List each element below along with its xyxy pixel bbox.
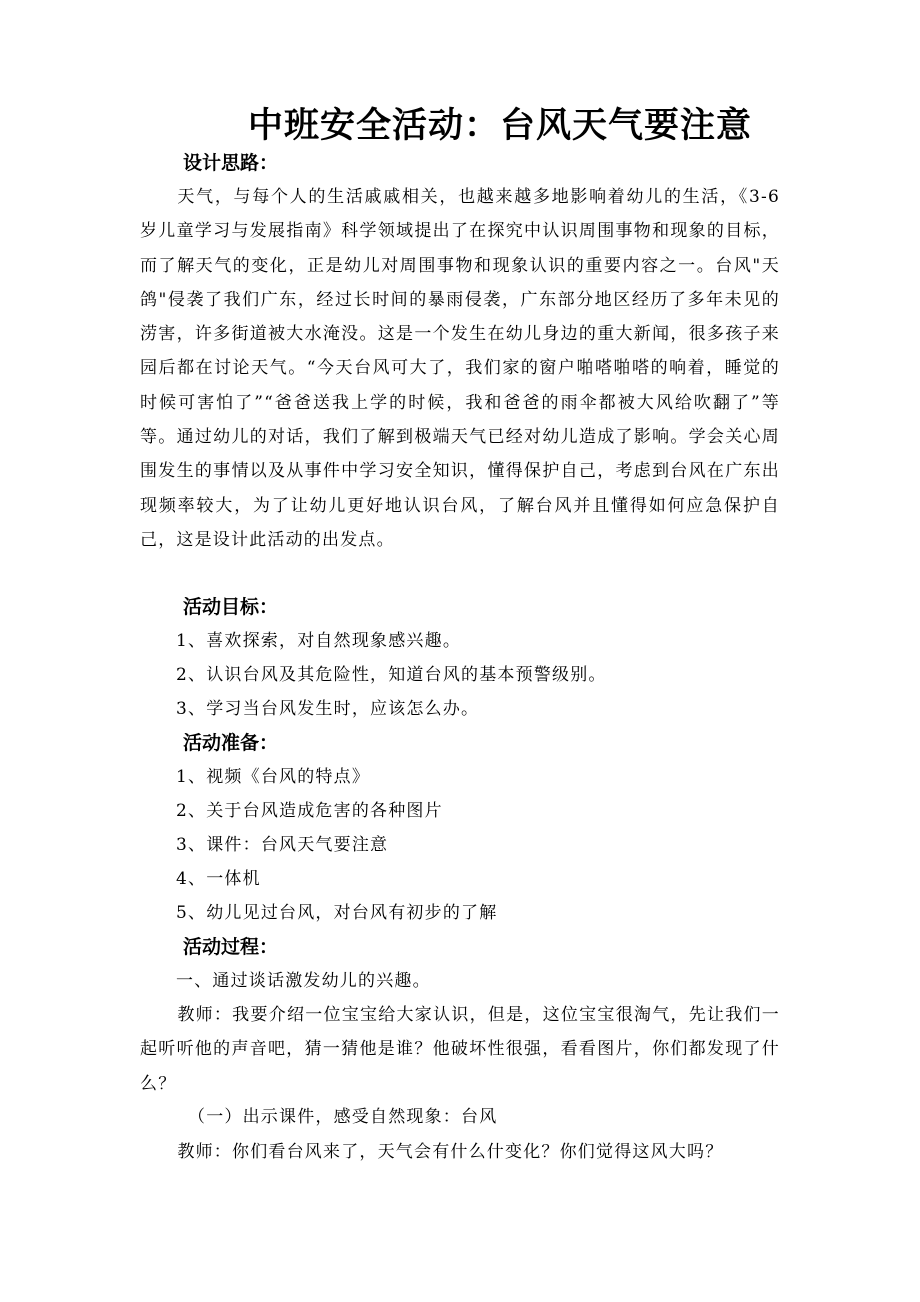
process-step-1: 一、通过谈话激发幼儿的兴趣。 [176,971,431,991]
prep-heading: 活动准备： [183,732,279,754]
teacher-dialogue-2: 教师：你们看台风来了，天气会有什么什变化？你们觉得这风大吗？ [177,1142,724,1162]
teacher-dialogue-1: 教师：我要介绍一位宝宝给大家认识，但是，这位宝宝很淘气，先让我们一起听听他的声音吧，猜一猜他是谁？他破坏性很强，看看图片，你们都发现了什么？ [140,1005,780,1094]
goal-item: 2、认识台风及其危险性，知道台风的基本预警级别。 [176,665,607,685]
design-paragraph: 天气，与每个人的生活戚戚相关，也越来越多地影响着幼儿的生活，《3-6岁儿童学习与发展指南》科学领域提出了在探究中认识周围事物和现象的目标，而了解天气的变化，正是幼儿对周围事物和现象认识的重要内容之一。台风"天鸽"侵袭了我们广东，经过长时间的暴雨侵袭，广东部分地区经历了多年未见的涝害，许多街道被大水淹没。这是一个发生在幼儿身边的重大新闻，很多孩子来园后都在讨论天气。“今天台风可大了，我们家的窗户啪嗒啪嗒的响着，睡觉的时候可害怕了”“爸爸送我上学的时候，我和爸爸的雨伞都被大风给吹翻了”等等。通过幼儿的对话，我们了解到极端天气已经对幼儿造成了影响。学会关心周围发生的事情以及从事件中学习安全知识，懂得保护自己，考虑到台风在广东出现频率较大，为了让幼儿更好地认识台风，了解台风并且懂得如何应急保护自己，这是设计此活动的出发点。 [140,187,780,550]
prep-item: 3、课件：台风天气要注意 [176,835,389,855]
prep-item: 2、关于台风造成危害的各种图片 [176,801,443,821]
prep-item: 4、一体机 [176,869,261,889]
goals-heading: 活动目标： [183,596,279,618]
design-heading: 设计思路： [183,152,279,174]
prep-item: 5、幼儿见过台风，对台风有初步的了解 [176,903,498,923]
goal-item: 3、学习当台风发生时，应该怎么办。 [176,699,480,719]
document-title: 中班安全活动：台风天气要注意 [247,106,752,146]
goal-item: 1、喜欢探索，对自然现象感兴趣。 [176,631,462,651]
prep-item: 1、视频《台风的特点》 [176,767,371,787]
process-substep-1: （一）出示课件，感受自然现象：台风 [188,1107,498,1127]
process-heading: 活动过程： [183,936,279,958]
